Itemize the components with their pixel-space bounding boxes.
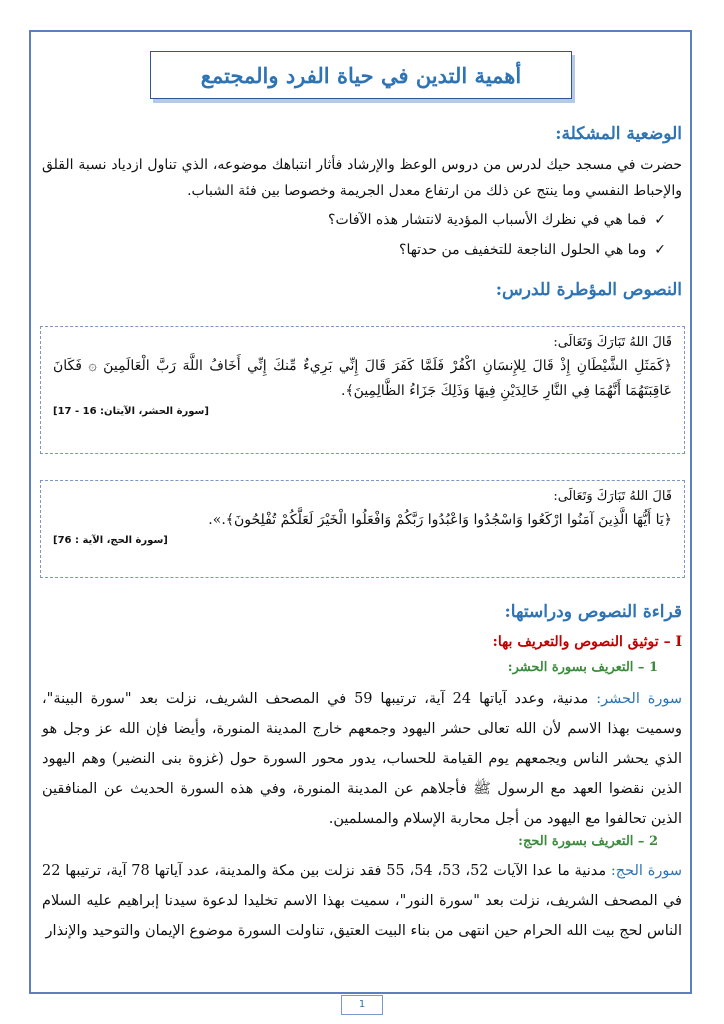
check-icon: ✓: [654, 212, 666, 228]
situation-heading: الوضعية المشكلة:: [555, 124, 682, 144]
page-title: أهمية التدين في حياة الفرد والمجتمع: [200, 62, 522, 88]
question-text: فما هي في نظرك الأسباب المؤدية لانتشار هذه الآفات؟: [328, 212, 647, 228]
title-box: [150, 51, 572, 99]
quote-reference: [سورة الحشر، الآيتان: 16 - 17]: [53, 406, 209, 417]
hajj-text: مدنية ما عدا الآيات 52، 53، 54، 55 فقد نزلت بين مكة والمدينة، عدد آياتها 78 آية، ترتيبها 22 في المصحف الشريف، نزلت بعد "سورة النور"، سميت بهذا الاسم تخليدا لدعوة سيدنا إبراهيم عليه السلام الناس لحج بيت الله الحرام حين انتهى من بناء البيت العتيق، تناولت السورة موضوع الإيمان والتوحيد والإنذار: [42, 863, 682, 939]
situation-text: حضرت في مسجد حيك لدرس من دروس الوعظ والإرشاد فأثار انتباهك موضوعه، الذي تناول ازدياد نسبة القلق والإحباط النفسي وما ينتج عن ذلك من ارتفاع معدل الجريمة وخصوصا بين فئة الشباب.: [42, 157, 682, 199]
hashr-paragraph: [42, 684, 682, 834]
quote-intro: قَالَ اللهُ تَبَارَكَ وَتَعَالَى:: [553, 335, 672, 350]
hajj-lead: سورة الحج:: [610, 863, 682, 879]
section-documentation: I – توثيق النصوص والتعريف بها:: [492, 634, 682, 650]
quote-box-hashr: [40, 326, 685, 454]
quote-reference: [سورة الحج، الآية : 76]: [53, 535, 168, 546]
hajj-paragraph: [42, 856, 682, 946]
hashr-text: مدنية، وعدد آياتها 24 آية، ترتيبها 59 في المصحف الشريف، نزلت بعد "سورة البينة"، وسميت بهذا الاسم لأن الله تعالى حشر اليهود وجمعهم خارج المدينة المنورة، وأيضا فإن الله عز وجل هو الذي يحشر الناس ويجمعهم يوم القيامة للحساب، يدور محور السورة حول (غزوة بنى النضير) وهم اليهود الذين نقضوا العهد مع الرسول ﷺ فأجلاهم عن المدينة المنورة، وفي هذه السورة الحديث عن المنافقين الذين تحالفوا مع اليهود من أجل محاربة الإسلام والمسلمين.: [42, 691, 682, 827]
quote-verse: ﴿يَا أَيُّهَا الَّذِينَ آمَنُوا ارْكَعُوا وَاسْجُدُوا وَاعْبُدُوا رَبَّكُمْ وَافْعَلُوا الْخَيْرَ لَعَلَّكُمْ تُفْلِحُونَ﴾.».: [208, 512, 672, 528]
quote-intro: قَالَ اللهُ تَبَارَكَ وَتَعَالَى:: [553, 489, 672, 504]
sub-hashr: 1 – التعريف بسورة الحشر:: [507, 660, 658, 675]
question-item-1: [328, 212, 666, 228]
page-number: 1: [341, 995, 383, 1015]
quote-verse: ﴿كَمَثَلِ الشَّيْطَانِ إِذْ قَالَ لِلإِنسَانِ اكْفُرْ فَلَمَّا كَفَرَ قَالَ إِنِّي بَرِيءٌ مِّنكَ إِنِّي أَخَافُ اللَّهَ رَبَّ الْعَالَمِينَ ۞ فَكَانَ عَاقِبَتَهُمَا أَنَّهُمَا فِي النَّارِ خَالِدَيْنِ فِيهَا وَذَلِكَ جَزَاءُ الظَّالِمِينَ﴾.: [53, 358, 672, 399]
quote-box-hajj: [40, 480, 685, 578]
question-item-2: [399, 242, 666, 258]
hashr-lead: سورة الحشر:: [596, 691, 682, 707]
texts-heading: النصوص المؤطرة للدرس:: [495, 280, 682, 300]
sub-hajj: 2 – التعريف بسورة الحج:: [518, 834, 658, 849]
reading-heading: قراءة النصوص ودراستها:: [504, 602, 682, 622]
check-icon: ✓: [654, 242, 666, 258]
question-text: وما هي الحلول الناجعة للتخفيف من حدتها؟: [399, 242, 647, 258]
